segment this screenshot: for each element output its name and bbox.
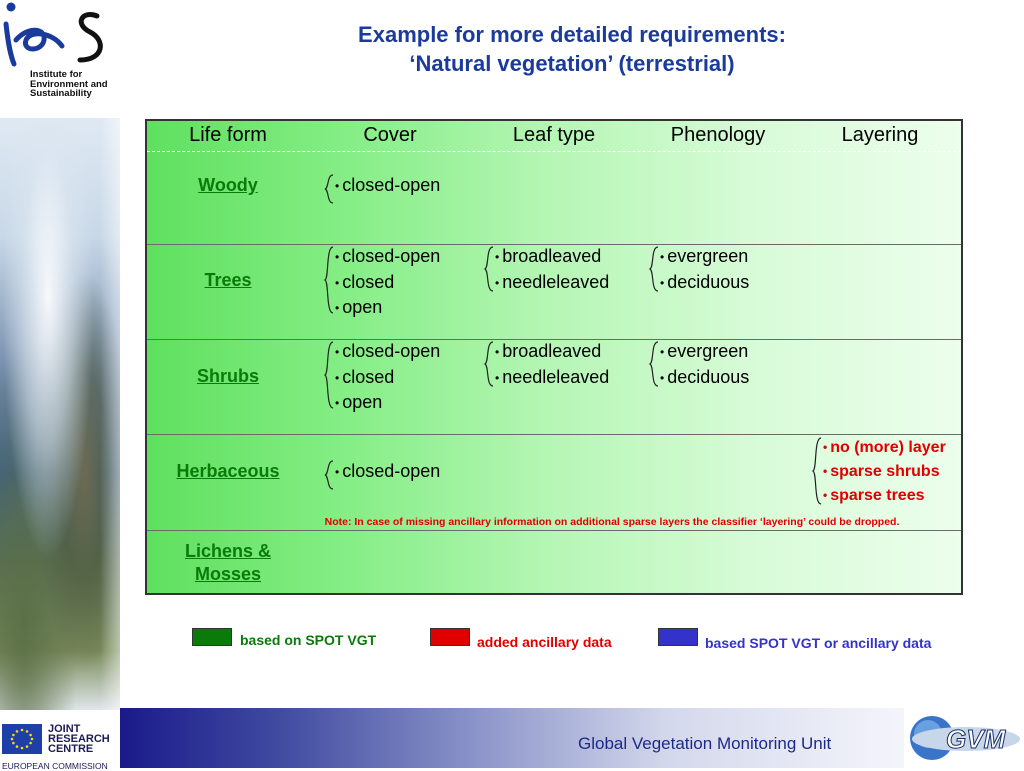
list-item: • deciduous [660, 271, 749, 297]
slide-title [200, 20, 944, 78]
brace-icon [323, 245, 335, 315]
leaf-type-items [495, 245, 609, 296]
list-item: • needleleaved [495, 366, 609, 392]
layering-note: Note: In case of missing ancillary information on additional sparse layers the classifier ‘layering’ could be dropped. [324, 516, 900, 528]
title-line-2: ‘Natural vegetation’ (terrestrial) [409, 51, 735, 76]
list-item: • broadleaved [495, 340, 609, 366]
brace-icon [648, 245, 660, 293]
jrc-line: JOINT [48, 723, 81, 735]
list-item: • evergreen [660, 340, 749, 366]
legend-swatch-red [430, 628, 470, 646]
european-commission-label: EUROPEAN COMMISSION [2, 761, 108, 771]
brace-icon [483, 340, 495, 388]
list-item: • deciduous [660, 366, 749, 392]
legend-label: added ancillary data [477, 634, 612, 650]
brace-icon [323, 460, 335, 490]
list-item: • closed-open [335, 245, 440, 271]
list-item: • needleleaved [495, 271, 609, 297]
cover-items [335, 340, 440, 417]
life-form-woody: Woody [198, 175, 258, 195]
earth-image-fade [100, 118, 140, 710]
list-item: • no (more) layer [823, 436, 946, 460]
row-divider [147, 530, 961, 531]
cover-items [335, 174, 440, 200]
jrc-logo [0, 716, 118, 771]
column-header-phenology: Phenology [670, 124, 766, 146]
phenology-items [660, 245, 749, 296]
logo-text-line: Sustainability [30, 88, 92, 99]
life-form-line: Mosses [194, 564, 262, 584]
list-item: • open [335, 296, 440, 322]
ies-logo [2, 2, 127, 102]
list-item: • open [335, 391, 440, 417]
gvm-logo [904, 708, 1024, 768]
column-header-cover: Cover [363, 124, 417, 146]
life-form-herbaceous: Herbaceous [176, 461, 280, 481]
cover-items [335, 460, 440, 486]
gvm-logo-text: GVM [946, 724, 1006, 754]
footer [0, 708, 1024, 771]
legend-swatch-blue [658, 628, 698, 646]
row-divider [147, 434, 961, 435]
jrc-line: CENTRE [48, 743, 94, 755]
brace-icon [811, 436, 823, 506]
title-line-1: Example for more detailed requirements: [358, 22, 786, 47]
column-header-layering: Layering [841, 124, 919, 146]
vegetation-table [145, 119, 963, 595]
column-header-life-form: Life form [189, 124, 267, 146]
layering-items [823, 436, 946, 508]
jrc-line: RESEARCH [48, 733, 110, 745]
brace-icon [323, 174, 335, 204]
legend-label: based on SPOT VGT [240, 632, 377, 648]
eu-flag-icon [2, 724, 42, 754]
list-item: • closed-open [335, 174, 440, 200]
logo-text-line: Institute for [30, 69, 83, 80]
phenology-items [660, 340, 749, 391]
list-item: • closed [335, 366, 440, 392]
table-header-row [147, 121, 961, 152]
leaf-type-items [495, 340, 609, 391]
jrc-text [48, 724, 110, 754]
life-form-shrubs: Shrubs [196, 366, 259, 386]
list-item: • closed-open [335, 340, 440, 366]
cover-items [335, 245, 440, 322]
brace-icon [323, 340, 335, 410]
ies-logo-text [30, 70, 130, 99]
ies-logo-mark [2, 2, 127, 70]
list-item: • broadleaved [495, 245, 609, 271]
brace-icon [483, 245, 495, 293]
list-item: • sparse shrubs [823, 460, 946, 484]
list-item: • evergreen [660, 245, 749, 271]
column-header-leaf-type: Leaf type [512, 124, 596, 146]
list-item: • sparse trees [823, 484, 946, 508]
life-form-trees: Trees [204, 270, 252, 290]
unit-name: Global Vegetation Monitoring Unit [578, 734, 832, 753]
life-form-line: Lichens & [184, 541, 272, 561]
logo-text-line: Environment and [30, 78, 108, 90]
list-item: • closed [335, 271, 440, 297]
brace-icon [648, 340, 660, 388]
legend-label: based SPOT VGT or ancillary data [705, 635, 932, 651]
life-form-lichens-mosses [147, 540, 309, 586]
legend-swatch-green [192, 628, 232, 646]
list-item: • closed-open [335, 460, 440, 486]
